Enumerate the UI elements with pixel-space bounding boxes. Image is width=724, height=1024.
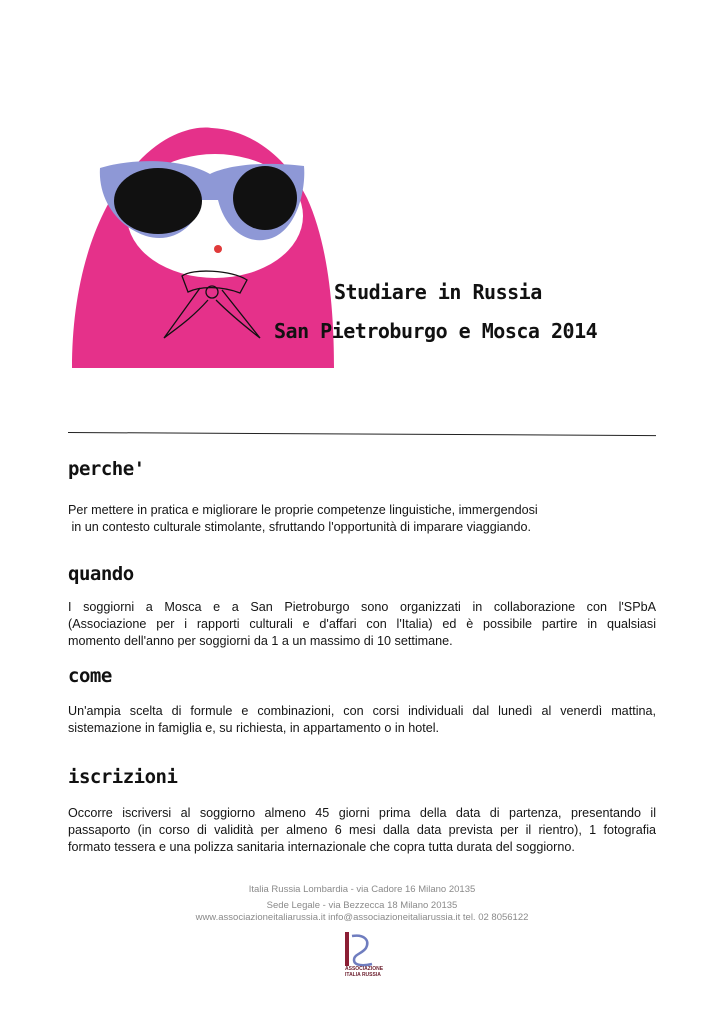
section-title-come: come — [68, 665, 112, 687]
logo-text-line-1: ASSOCIAZIONE — [345, 966, 384, 972]
title-line-2: San Pietroburgo e Mosca 2014 — [274, 319, 598, 343]
section-title-iscrizioni: iscrizioni — [68, 766, 178, 788]
section-title-quando: quando — [68, 563, 134, 585]
logo-text-line-2: ITALIA RUSSIA — [345, 972, 381, 978]
paragraph-line: Per mettere in pratica e migliorare le proprie competenze linguistiche, immergendosi — [68, 503, 538, 517]
section-body-perche — [68, 502, 656, 536]
paragraph-line: Occorre iscriversi al soggiorno almeno 45 giorni prima della data di partenza, presentando il — [68, 806, 656, 820]
paragraph-line: passaporto (in corso di validità per almeno 6 mesi dalla data prevista per il rientro), 1 fotografia — [68, 823, 656, 837]
paragraph-line: Un'ampia scelta di formule e combinazioni, con corsi individuali dal lunedì al venerdì mattina, — [68, 704, 656, 718]
paragraph-line: sistemazione in famiglia e, su richiesta, in appartamento o in hotel. — [68, 721, 440, 735]
footer-address-2: Sede Legale - via Bezzecca 18 Milano 20135 — [266, 900, 458, 911]
paragraph-line: in un contesto culturale stimolante, sfruttando l'opportunità di imparare viaggiando. — [68, 520, 532, 534]
section-body-quando — [68, 599, 656, 650]
horizontal-rule — [68, 432, 656, 436]
footer-address-1: Italia Russia Lombardia - via Cadore 16 Milano 20135 — [248, 884, 476, 895]
paragraph-line: I soggiorni a Mosca e a San Pietroburgo sono organizzati in collaborazione con l'SPbA — [68, 600, 656, 614]
footer-contacts: www.associazioneitaliarussia.it info@associazioneitaliarussia.it tel. 02 8056122 — [195, 912, 529, 923]
section-title-perche: perche' — [68, 458, 145, 480]
paragraph-line: formato tessera e una polizza sanitaria internazionale che copra tutta durata del soggiorno. — [68, 840, 575, 854]
paragraph-line: momento dell'anno per soggiorni da 1 a un massimo di 10 settimane. — [68, 634, 453, 648]
logo-text — [345, 966, 383, 978]
section-body-come — [68, 703, 656, 737]
section-body-iscrizioni — [68, 805, 656, 856]
title-line-1: Studiare in Russia — [334, 280, 542, 304]
paragraph-line: (Associazione per i rapporti culturali e d'affari con l'Italia) ed è possibile partire in qualsiasi — [68, 617, 656, 631]
